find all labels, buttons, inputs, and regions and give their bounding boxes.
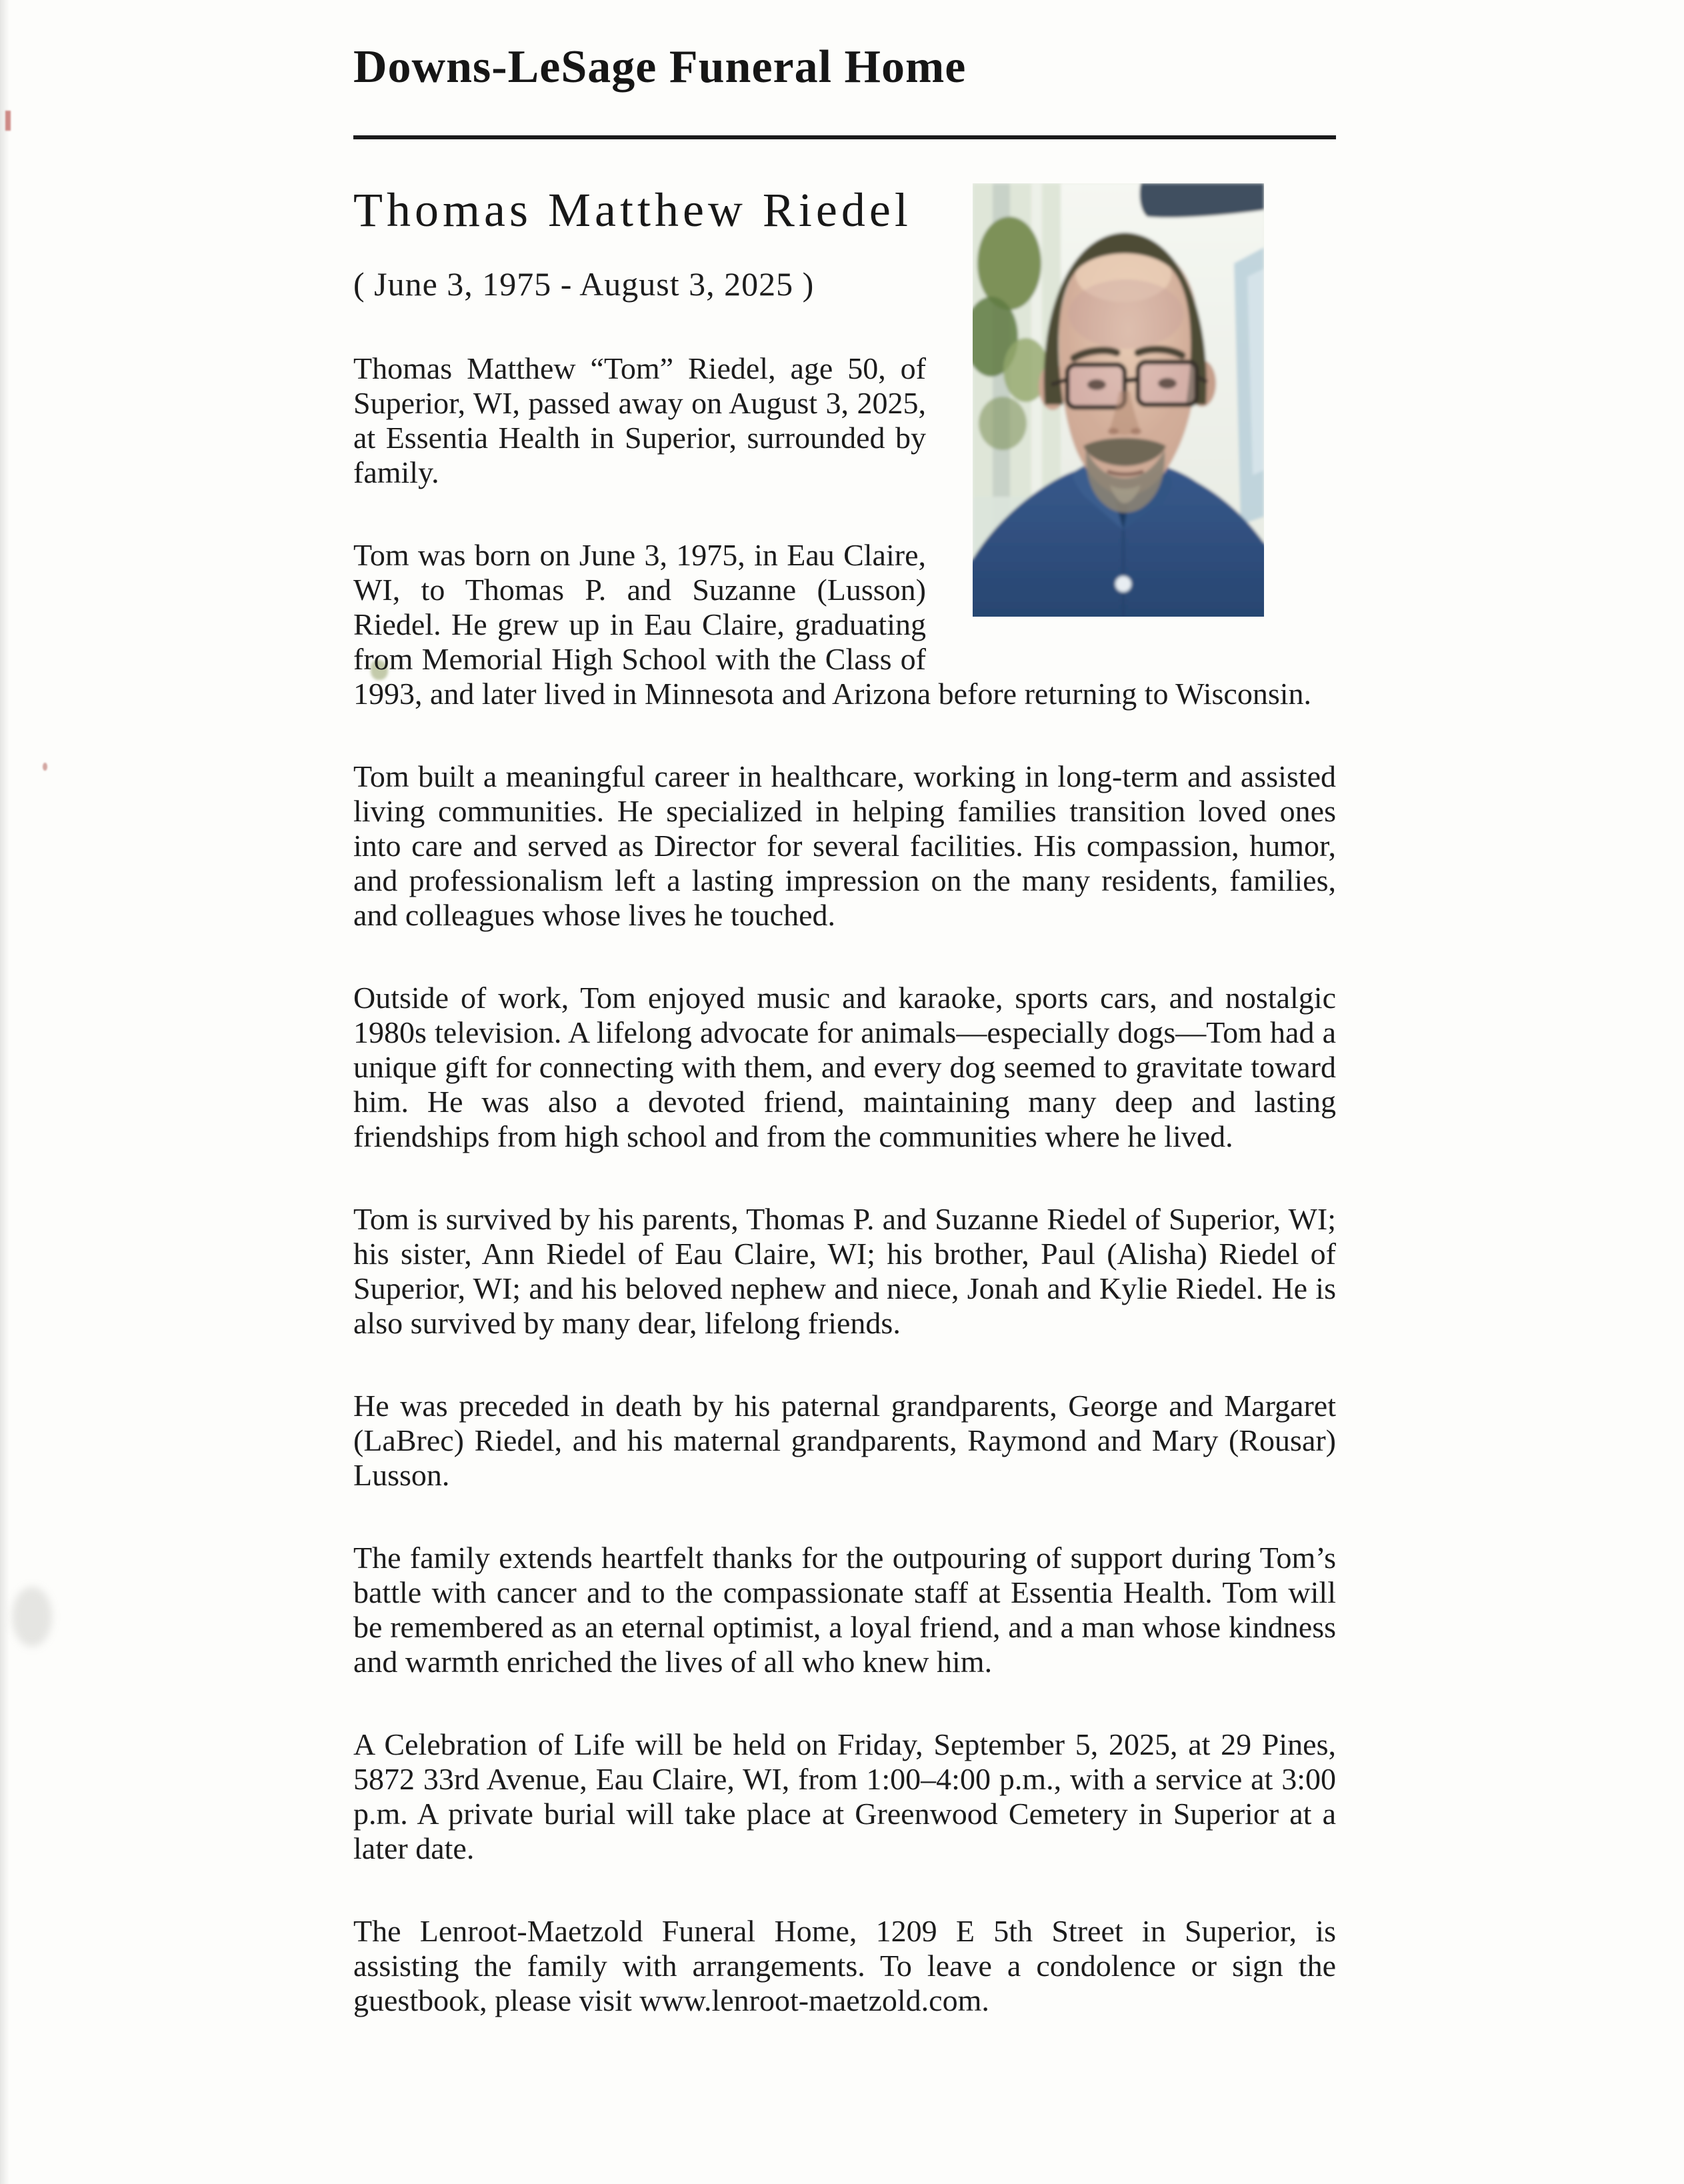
life-dates: ( June 3, 1975 - August 3, 2025 ) bbox=[353, 265, 815, 303]
obituary-paragraph-2: Tom was born on June 3, 1975, in Eau Claire, WI, to Thomas P. and Suzanne (Lusson) Riedel. He grew up in Eau Claire, graduating from Memorial High School with the Class of 1993, and later lived in Minnesota and Arizona before returning to Wisconsin. bbox=[353, 538, 1312, 711]
portrait-photo-svg bbox=[973, 183, 1264, 617]
divider-rule bbox=[353, 135, 1336, 139]
obituary-article bbox=[353, 183, 1336, 2018]
obituary-paragraph-6: He was preceded in death by his paternal grandparents, George and Margaret (LaBrec) Riedel, and his maternal grandparents, Raymond and Mary (Rousar) Lusson. bbox=[353, 1389, 1336, 1492]
obituary-paragraph-7: The family extends heartfelt thanks for the outpouring of support during Tom’s battle with cancer and to the compassionate staff at Essentia Health. Tom will be remembered as an eternal optimist, a loyal friend, and a man whose kindness and warmth enriched the lives of all who knew him. bbox=[353, 1541, 1336, 1679]
portrait-photo bbox=[973, 183, 1264, 617]
deceased-name: Thomas Matthew Riedel bbox=[353, 183, 912, 237]
obituary-paragraph-3: Tom built a meaningful career in healthcare, working in long-term and assisted living communities. He specialized in helping families transition loved ones into care and served as Director for several facilities. His compassion, humor, and professionalism left a lasting impression on the many residents, families, and colleagues whose lives he touched. bbox=[353, 759, 1336, 932]
forehead-tint bbox=[1069, 279, 1183, 349]
page-content bbox=[353, 41, 1336, 2018]
obituary-paragraph-1: Thomas Matthew “Tom” Riedel, age 50, of Superior, WI, passed away on August 3, 2025, at Essentia Health in Superior, surrounded by family. bbox=[353, 351, 926, 489]
scan-artifact-red bbox=[43, 763, 47, 771]
scan-edge-shade bbox=[0, 0, 9, 2184]
scan-artifact-red bbox=[5, 111, 11, 131]
funeral-home-title: Downs-LeSage Funeral Home bbox=[353, 41, 967, 93]
glasses-bridge bbox=[1125, 379, 1138, 381]
shirt-button bbox=[1115, 576, 1131, 592]
obituary-paragraph-4: Outside of work, Tom enjoyed music and karaoke, sports cars, and nostalgic 1980s television. A lifelong advocate for animals—especially dogs—Tom had a unique gift for connecting with them, and every dog seemed to gravitate toward him. He was also a devoted friend, maintaining many deep and lasting friendships from high school and from the communities where he lived. bbox=[353, 981, 1336, 1153]
obituary-paragraph-5: Tom is survived by his parents, Thomas P. and Suzanne Riedel of Superior, WI; his sister, Ann Riedel of Eau Claire, WI; his brother, Paul (Alisha) Riedel of Superior, WI; and his beloved nephew and niece, Jonah and Kylie Riedel. He is also survived by many dear, lifelong friends. bbox=[353, 1202, 1336, 1340]
scan-artifact-smudge bbox=[12, 1587, 52, 1647]
obituary-paragraph-8: A Celebration of Life will be held on Friday, September 5, 2025, at 29 Pines, 5872 33rd Avenue, Eau Claire, WI, from 1:00–4:00 p.m., with a service at 3:00 p.m. A private burial will take place at Greenwood Cemetery in Superior at a later date. bbox=[353, 1727, 1336, 1865]
obituary-paragraph-9: The Lenroot-Maetzold Funeral Home, 1209 E 5th Street in Superior, is assisting the family with arrangements. To leave a condolence or sign the guestbook, please visit www.lenroot-maetzold.com. bbox=[353, 1914, 1336, 2017]
